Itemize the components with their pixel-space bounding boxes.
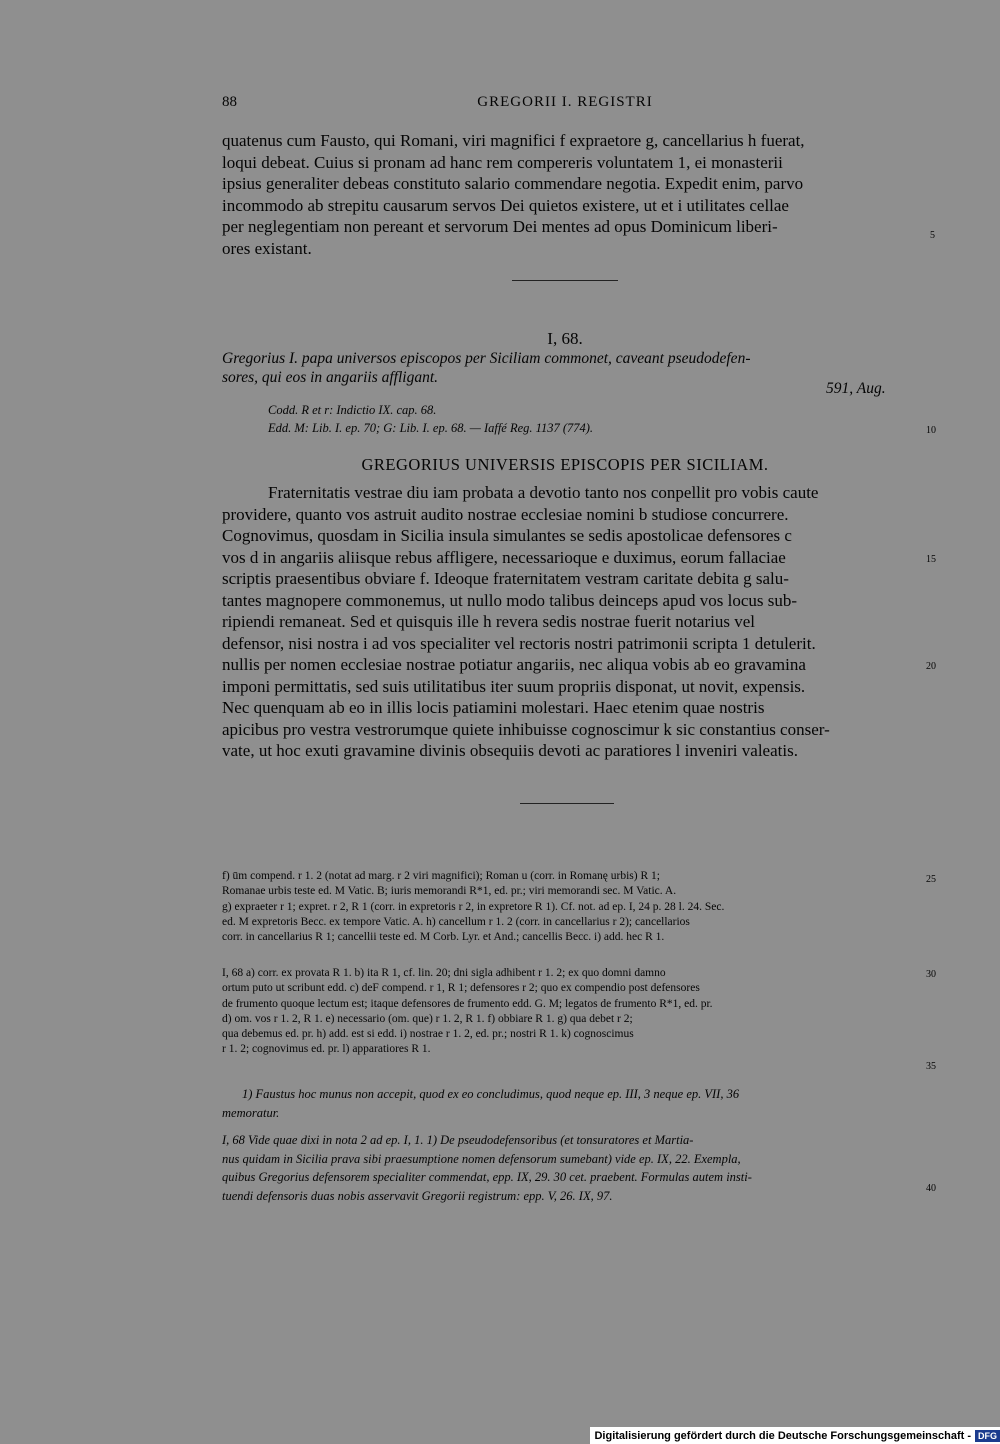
- note-previous: [222, 1085, 908, 1122]
- codices-line: Codd. R et r: Indictio IX. cap. 68.: [268, 403, 437, 417]
- text-line: ores existant.: [222, 238, 312, 258]
- apparatus-line: I, 68 a) corr. ex provata R 1. b) ita R 1, cf. lin. 20; dni sigla adhibent r 1. 2; ex quo domni damno: [222, 967, 666, 979]
- running-title: GREGORII I. REGISTRI: [477, 94, 653, 110]
- text-line: loqui debeat. Cuius si pronam ad hanc rem compereris voluntatem 1, ei monasterii: [222, 152, 783, 172]
- opening-text: [222, 130, 908, 259]
- text-line: quatenus cum Fausto, qui Romani, viri magnifici f expraetore g, cancellarius h fuerat,: [222, 131, 805, 150]
- section-divider: [520, 803, 614, 804]
- text-line: per neglegentiam non pereant et servorum Dei mentes ad opus Dominicum liberi-: [222, 217, 778, 236]
- section-divider: [512, 280, 618, 281]
- apparatus-line: f) ūm compend. r 1. 2 (notat ad marg. r 2 viri magnifici); Roman u (corr. in Romanę urbis) R 1;: [222, 870, 660, 882]
- note-line: quibus Gregorius defensorem specialiter commendat, epp. IX, 29. 30 cet. praebent. Formulas autem insti-: [222, 1170, 752, 1184]
- text-line: Nec quenquam ab eo in illis locis patiamini molestari. Haec etenim quae nostris: [222, 698, 765, 717]
- apparatus-line: g) expraeter r 1; expret. r 2, R 1 (corr. in expretoris r 2, in expretore R 1). Cf. not. ad ep. I, 24 p. 28 l. 24. Sec.: [222, 900, 725, 913]
- text-line: scriptis praesentibus obviare f. Ideoque fraternitatem vestram caritate debita g salu-: [222, 569, 789, 588]
- apparatus-line: d) om. vos r 1. 2, R 1. e) necessario (om. que) r 1. 2, R 1. f) obbiare R 1. g) qua debet r 2;: [222, 1012, 633, 1025]
- epistle-text: [222, 482, 908, 762]
- line-number: 40: [926, 1183, 936, 1194]
- page-number: 88: [222, 94, 237, 110]
- apparatus-line: de frumento quoque lectum est; itaque defensores de frumento edd. G. M; legatos de frumento R*1, ed. pr.: [222, 997, 713, 1010]
- line-number: 5: [930, 230, 935, 241]
- editions-line: Edd. M: Lib. I. ep. 70; G: Lib. I. ep. 68. — Iaffé Reg. 1137 (774).: [268, 421, 594, 435]
- apparatus-line: ortum puto ut scribunt edd. c) deF compend. r 1, R 1; defensores r 2; quo ex compendio post defensores: [222, 982, 700, 995]
- apparatus-previous: [222, 869, 908, 945]
- note-line: memoratur.: [222, 1105, 280, 1120]
- line-number: 20: [926, 661, 936, 672]
- text-line: Cognovimus, quosdam in Sicilia insula simulantes se sedis apostolicae defensores c: [222, 526, 792, 545]
- note-line: 1) Faustus hoc munus non accepit, quod ex eo concludimus, quod neque ep. III, 3 neque ep. VII, 36: [242, 1087, 740, 1101]
- text-line: Fraternitatis vestrae diu iam probata a devotio tanto nos conpellit pro vobis caute: [268, 483, 819, 502]
- summary-line: Gregorius I. papa universos episcopos per Siciliam commonet, caveant pseudodefen-: [222, 350, 751, 367]
- text-line: providere, quanto vos astruit audito nostrae ecclesiae nomini b studiose concurrere.: [222, 504, 789, 524]
- apparatus-68: [222, 966, 908, 1058]
- apparatus-line: r 1. 2; cognovimus ed. pr. l) apparatiores R 1.: [222, 1043, 431, 1056]
- line-number: 15: [926, 554, 936, 565]
- apparatus-line: qua debemus ed. pr. h) add. est si edd. i) nostrae r 1. 2, ed. pr.; nostri R 1. k) cognoscimus: [222, 1028, 634, 1041]
- text-line: apicibus pro vestra vestrorumque quiete inhibuisse cognoscimur k sic constantius conser-: [222, 719, 830, 739]
- epistle-date: 591, Aug.: [826, 380, 886, 397]
- line-number: 35: [926, 1061, 936, 1072]
- note-line: nus quidam in Sicilia prava sibi praesumptione nomen defensorum sumebant) vide ep. IX, 22. Exempla,: [222, 1151, 741, 1166]
- line-number: 10: [926, 425, 936, 436]
- line-number: 30: [926, 969, 936, 980]
- text-line: ipsius generaliter debeas constituto salario commendare negotia. Expedit enim, parvo: [222, 174, 804, 193]
- epistle-address: GREGORIUS UNIVERSIS EPISCOPIS PER SICILIAM.: [361, 455, 769, 474]
- text-line: tantes magnopere commonemus, ut nullo modo talibus deinceps apud vos locus sub-: [222, 590, 798, 610]
- apparatus-line: ed. M expretoris Becc. ex tempore Vatic. A. h) cancellum r 1. 2 (corr. in cancellarius r 2); cancellarios: [222, 915, 690, 928]
- text-line: vate, ut hoc exuti gravamine divinis obsequiis devoti ac paratiores l inveniri valeatis.: [222, 741, 798, 760]
- summary-line: sores, qui eos in angariis affligant.: [222, 369, 439, 386]
- text-line: incommodo ab strepitu causarum servos Dei quietos existere, ut et i utilitates cellae: [222, 195, 789, 215]
- digitization-credit: [590, 1427, 1000, 1444]
- dfg-logo-icon: DFG: [975, 1430, 1000, 1442]
- note-line: tuendi defensoris duas nobis asservavit Gregorii registrum: epp. V, 26. IX, 97.: [222, 1188, 613, 1203]
- line-number: 25: [926, 874, 936, 885]
- apparatus-line: Romanae urbis teste ed. M Vatic. B; iuris memorandi R*1, ed. pr.; viri memorandi sec. M Vatic. A.: [222, 885, 677, 898]
- text-line: nullis per nomen ecclesiae nostrae potiatur angariis, nec aliqua vobis ab eo gravamina: [222, 655, 806, 674]
- text-line: vos d in angariis aliisque rebus affligere, necessarioque e duximus, eorum fallaciae: [222, 547, 786, 567]
- note-68: [222, 1131, 908, 1205]
- epistle-number: I, 68.: [547, 329, 583, 348]
- text-line: defensor, nisi nostra i ad vos specialiter vel rectoris nostri patrimonii scripta 1 detulerit.: [222, 633, 816, 653]
- apparatus-line: corr. in cancellarius R 1; cancellii teste ed. M Corb. Lyr. et And.; cancellis Becc. i) add. hec R 1.: [222, 931, 665, 944]
- text-line: ripiendi remaneat. Sed et quisquis ille h revera sedis nostrae fuerit notarius vel: [222, 612, 755, 631]
- epistle-summary: [222, 349, 908, 387]
- note-line: I, 68 Vide quae dixi in nota 2 ad ep. I, 1. 1) De pseudodefensoribus (et tonsuratores et Martia-: [222, 1133, 694, 1147]
- credit-text: Digitalisierung gefördert durch die Deutsche Forschungsgemeinschaft -: [594, 1429, 971, 1442]
- text-line: imponi permittatis, sed suis utilitatibus iter suum propriis disponat, ut novit, expensis.: [222, 676, 806, 696]
